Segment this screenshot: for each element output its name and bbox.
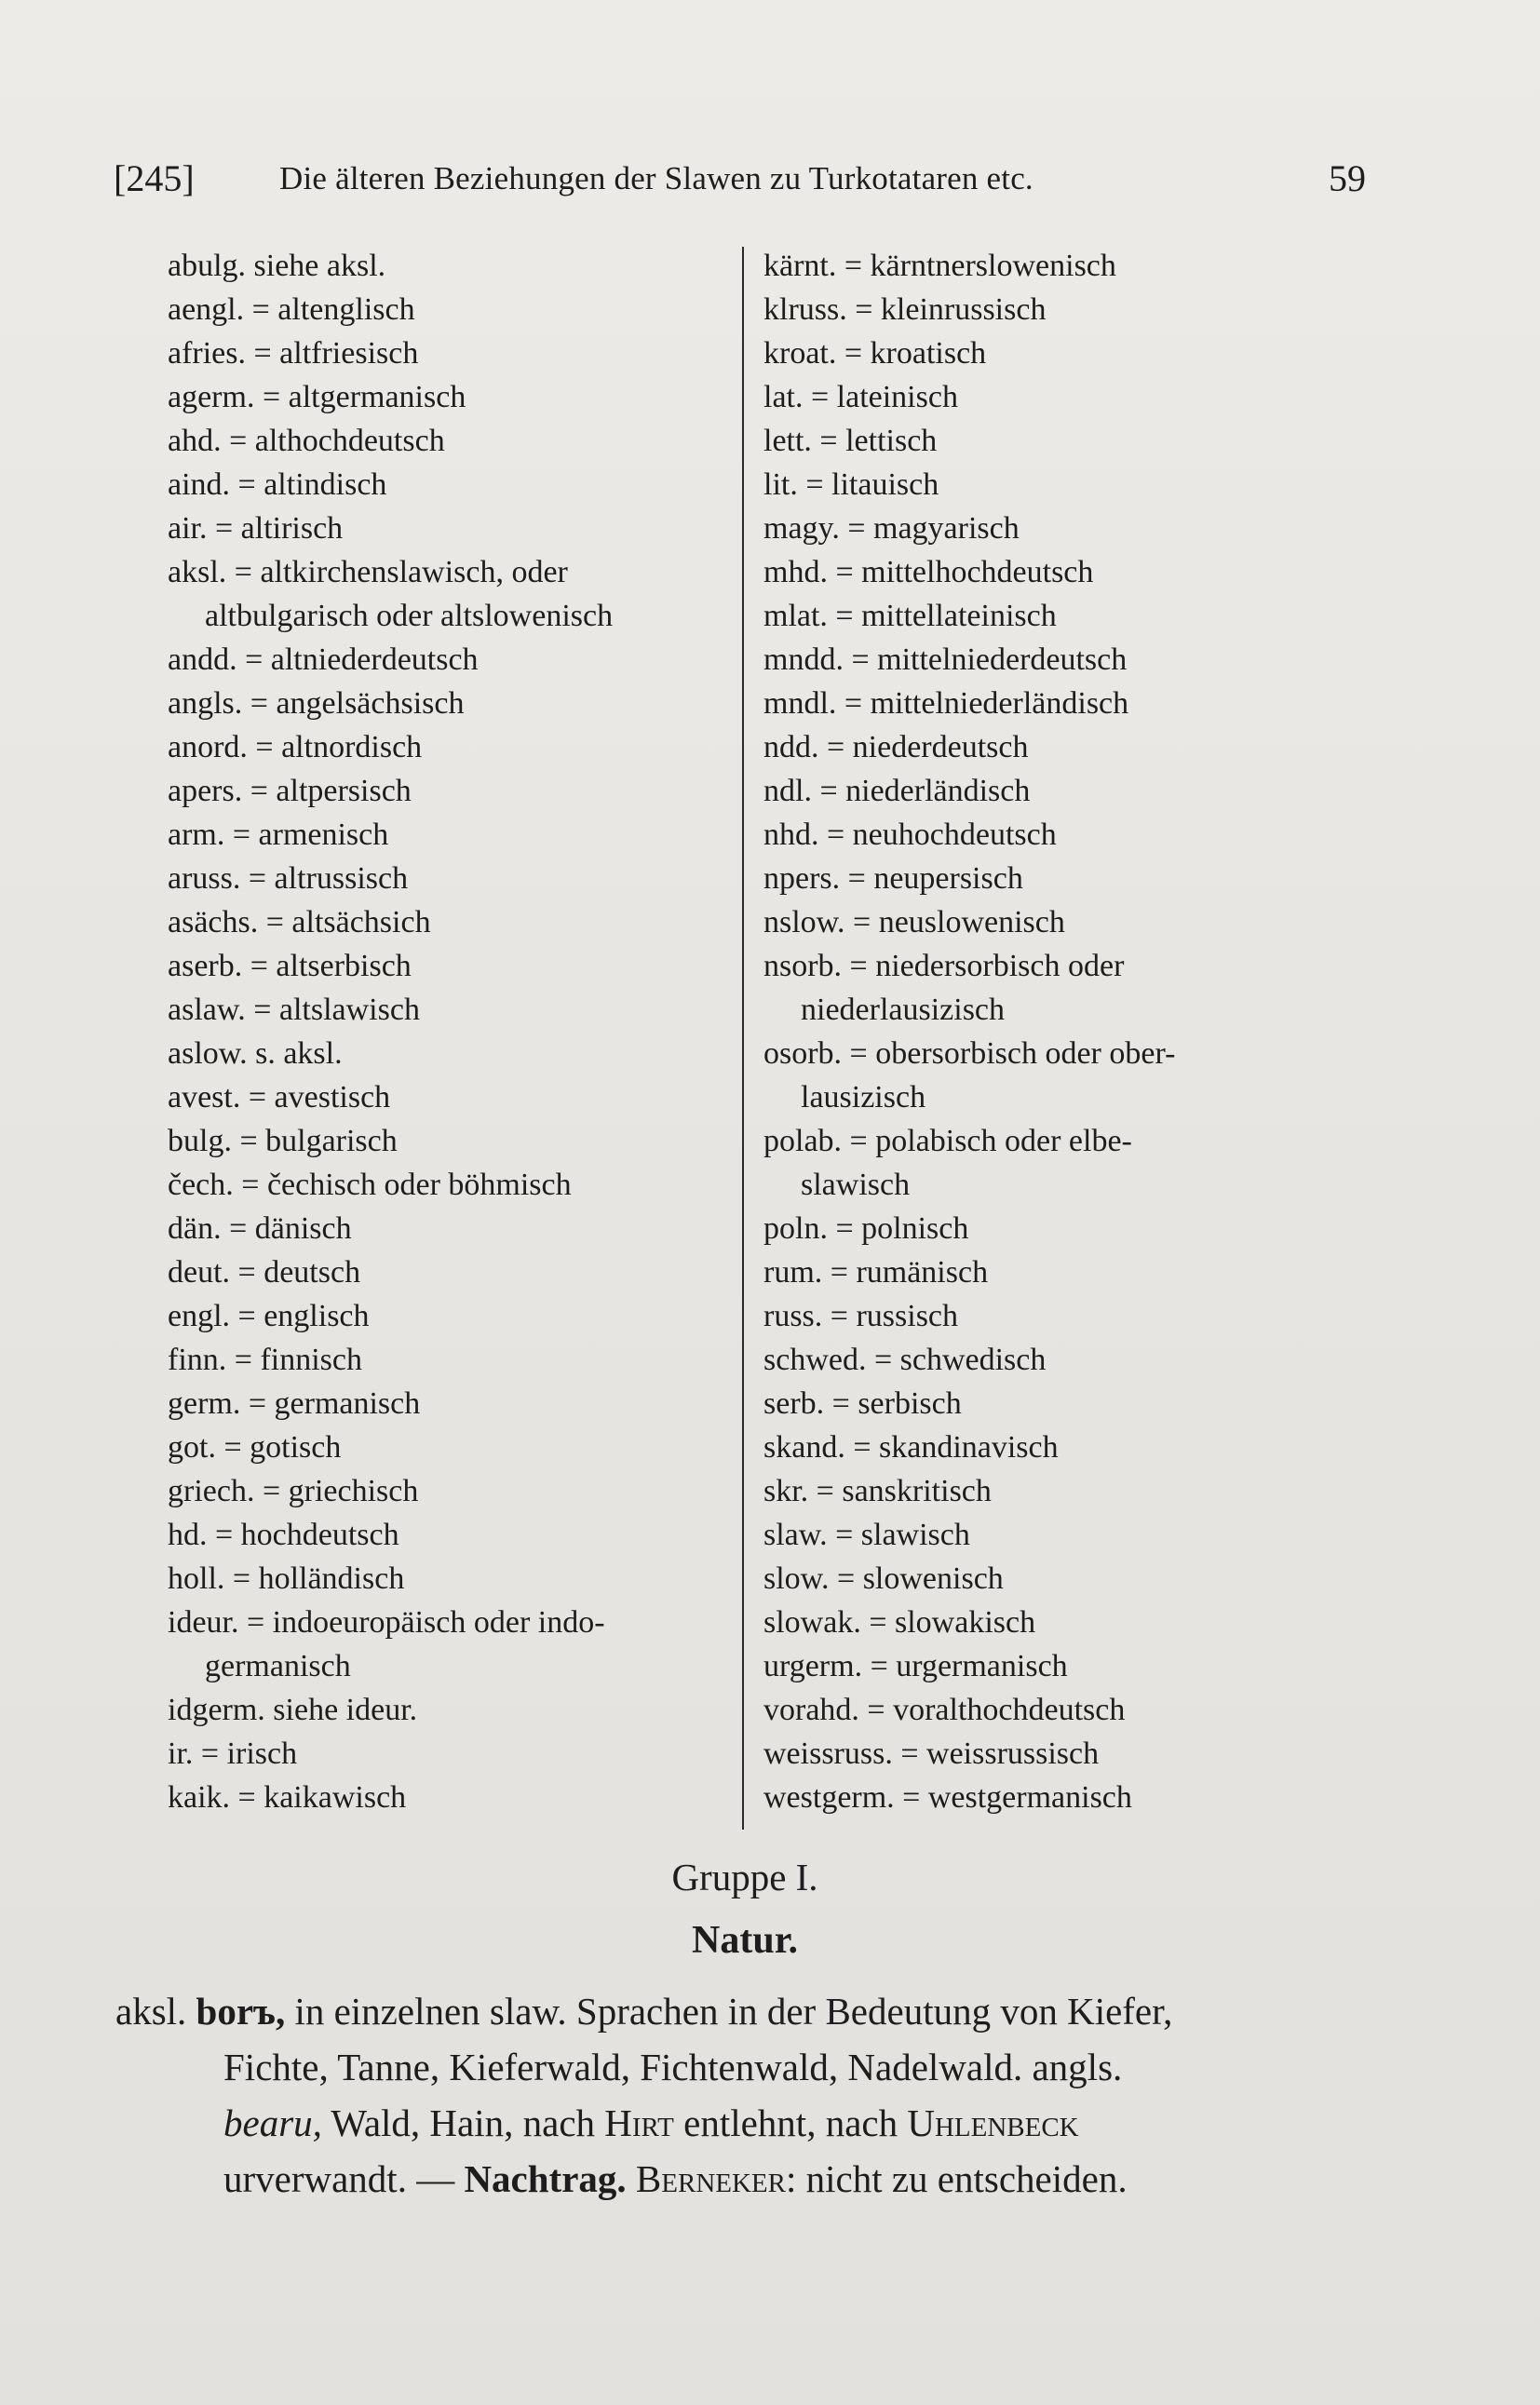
section-heading: Natur.	[692, 1919, 798, 1962]
abbreviation-line: slowak. = slowakisch	[763, 1605, 1036, 1640]
page-tag: [245]	[114, 157, 195, 199]
abbreviation-line: ndl. = niederländisch	[763, 774, 1031, 808]
entry-author: Berneker:	[635, 2157, 797, 2200]
entry-language: aksl.	[115, 1990, 187, 2033]
abbreviation-line: ndd. = niederdeutsch	[763, 730, 1029, 764]
abbreviation-line: ir. = irisch	[168, 1736, 298, 1771]
abbreviation-line: mndd. = mittelniederdeutsch	[763, 642, 1128, 677]
abbreviation-line: angls. = angelsächsisch	[168, 686, 465, 721]
abbreviation-line: lit. = litauisch	[763, 467, 939, 502]
abbreviation-line: weissruss. = weissrussisch	[763, 1736, 1100, 1771]
entry-headword: borъ,	[196, 1990, 286, 2033]
abbreviation-line: aserb. = altserbisch	[168, 949, 412, 983]
abbreviation-line: npers. = neupersisch	[763, 861, 1023, 896]
abbreviation-line: slaw. = slawisch	[763, 1518, 970, 1552]
abbreviation-line: kärnt. = kärntnerslowenisch	[763, 249, 1116, 283]
abbreviation-line: poln. = polnisch	[763, 1211, 969, 1246]
abbreviation-line: slawisch	[801, 1168, 911, 1202]
abbreviation-line: magy. = magyarisch	[763, 511, 1020, 546]
abbreviation-line: anord. = altnordisch	[168, 730, 423, 764]
abbreviation-line: arm. = armenisch	[168, 817, 389, 852]
abbreviation-line: aslaw. = altslawisch	[168, 993, 420, 1027]
abbreviation-line: urgerm. = urgermanisch	[763, 1649, 1068, 1683]
abbreviation-line: skand. = skandinavisch	[763, 1430, 1059, 1465]
entry-text: nicht zu entscheiden.	[805, 2157, 1128, 2200]
abbreviation-line: aksl. = altkirchenslawisch, oder	[168, 555, 568, 589]
dictionary-entry	[115, 1983, 1372, 2207]
abbreviation-line: afries. = altfriesisch	[168, 336, 419, 371]
abbreviation-line: lat. = lateinisch	[763, 380, 958, 414]
abbreviation-line: air. = altirisch	[168, 511, 344, 546]
entry-line	[115, 2039, 1372, 2095]
abbreviation-line: skr. = sanskritisch	[763, 1474, 992, 1508]
entry-line	[115, 2151, 1372, 2207]
column-divider	[742, 247, 744, 1830]
abbreviation-line: bulg. = bulgarisch	[168, 1124, 398, 1158]
entry-nachtrag: Nachtrag.	[464, 2157, 627, 2200]
abbreviation-line: aind. = altindisch	[168, 467, 387, 502]
abbreviation-line: russ. = russisch	[763, 1299, 959, 1333]
abbreviation-line: kroat. = kroatisch	[763, 336, 987, 371]
abbreviation-line: aengl. = altenglisch	[168, 292, 415, 327]
abbreviation-line: asächs. = altsächsich	[168, 905, 431, 939]
abbreviation-line: dän. = dänisch	[168, 1211, 352, 1246]
abbreviation-line: nslow. = neuslowenisch	[763, 905, 1065, 939]
entry-text: urverwandt. —	[223, 2157, 455, 2200]
entry-text: Wald, Hain, nach	[331, 2101, 596, 2144]
abbreviation-line: mhd. = mittelhochdeutsch	[763, 555, 1094, 589]
abbreviation-line: apers. = altpersisch	[168, 774, 412, 808]
entry-text: entlehnt, nach	[683, 2101, 898, 2144]
abbreviation-line: nhd. = neuhochdeutsch	[763, 817, 1057, 852]
abbreviation-line: agerm. = altgermanisch	[168, 380, 466, 414]
abbreviation-line: mlat. = mittellateinisch	[763, 599, 1057, 633]
entry-text: Fichte, Tanne, Kieferwald, Fichtenwald, Nadelwald. angls.	[223, 2046, 1123, 2088]
entry-author: Hirt	[604, 2101, 674, 2144]
abbreviation-line: lausizisch	[801, 1080, 926, 1115]
abbreviation-line: čech. = čechisch oder böhmisch	[168, 1168, 572, 1202]
abbreviation-line: nsorb. = niedersorbisch oder	[763, 949, 1125, 983]
abbreviation-line: holl. = holländisch	[168, 1561, 405, 1596]
abbreviation-line: idgerm. siehe ideur.	[168, 1693, 418, 1727]
entry-text: in einzelnen slaw. Sprachen in der Bedeutung von Kiefer,	[294, 1990, 1173, 2033]
abbreviation-line: serb. = serbisch	[763, 1386, 962, 1421]
entry-line	[115, 1983, 1372, 2039]
abbreviation-column-right	[763, 244, 1359, 1819]
abbreviation-line: hd. = hochdeutsch	[168, 1518, 399, 1552]
abbreviation-line: polab. = polabisch oder elbe-	[763, 1124, 1132, 1158]
abbreviation-line: kaik. = kaikawisch	[168, 1780, 407, 1815]
abbreviation-line: avest. = avestisch	[168, 1080, 391, 1115]
entry-author: Uhlenbeck	[907, 2101, 1079, 2144]
abbreviation-line: rum. = rumänisch	[763, 1255, 989, 1290]
abbreviation-line: griech. = griechisch	[168, 1474, 419, 1508]
abbreviation-line: abulg. siehe aksl.	[168, 249, 386, 283]
entry-cognate: bearu,	[223, 2101, 322, 2144]
abbreviation-line: andd. = altniederdeutsch	[168, 642, 479, 677]
abbreviation-line: mndl. = mittelniederländisch	[763, 686, 1129, 721]
running-header	[114, 156, 1366, 203]
group-heading: Gruppe I.	[671, 1856, 818, 1898]
abbreviation-line: deut. = deutsch	[168, 1255, 361, 1290]
abbreviation-column-left	[168, 244, 726, 1819]
abbreviation-line: klruss. = kleinrussisch	[763, 292, 1047, 327]
abbreviation-line: lett. = lettisch	[763, 424, 938, 458]
abbreviation-line: niederlausizisch	[801, 993, 1006, 1027]
abbreviation-line: aruss. = altrussisch	[168, 861, 409, 896]
abbreviation-line: germ. = germanisch	[168, 1386, 421, 1421]
abbreviation-line: vorahd. = voralthochdeutsch	[763, 1693, 1126, 1727]
abbreviation-line: ideur. = indoeuropäisch oder indo-	[168, 1605, 605, 1640]
abbreviation-line: engl. = englisch	[168, 1299, 370, 1333]
abbreviation-line: got. = gotisch	[168, 1430, 342, 1465]
abbreviation-line: slow. = slowenisch	[763, 1561, 1004, 1596]
running-title: Die älteren Beziehungen der Slawen zu Turkotataren etc.	[279, 160, 1033, 196]
abbreviation-line: altbulgarisch oder altslowenisch	[205, 599, 614, 633]
abbreviation-line: westgerm. = westgermanisch	[763, 1780, 1132, 1815]
entry-line	[115, 2095, 1372, 2151]
abbreviation-line: finn. = finnisch	[168, 1343, 362, 1377]
abbreviation-line: osorb. = obersorbisch oder ober-	[763, 1036, 1176, 1071]
abbreviation-line: aslow. s. aksl.	[168, 1036, 343, 1071]
abbreviation-line: germanisch	[205, 1649, 351, 1683]
abbreviation-line: schwed. = schwedisch	[763, 1343, 1047, 1377]
abbreviation-line: ahd. = althochdeutsch	[168, 424, 445, 458]
page-number: 59	[1329, 157, 1366, 199]
